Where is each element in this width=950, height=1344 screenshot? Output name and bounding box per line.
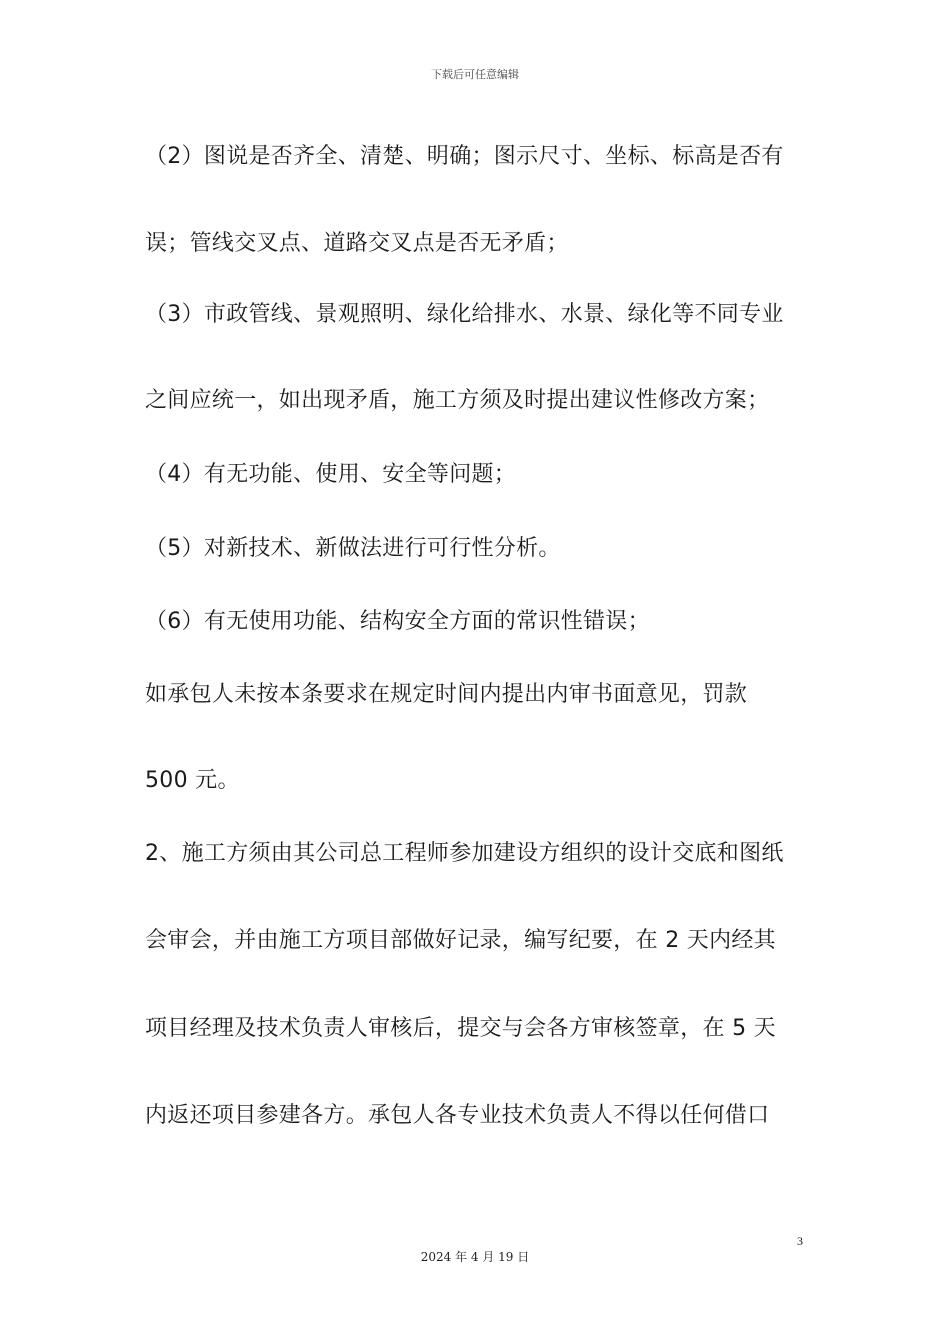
body-line: （5）对新技术、新做法进行可行性分析。: [145, 536, 561, 561]
body-line: 2、施工方须由其公司总工程师参加建设方组织的设计交底和图纸: [145, 841, 784, 866]
body-line: 会审会，并由施工方项目部做好记录，编写纪要，在 2 天内经其: [145, 928, 776, 953]
body-line: （6）有无使用功能、结构安全方面的常识性错误；: [145, 609, 650, 634]
footer-date: 2024 年 4 月 19 日: [420, 1250, 530, 1264]
page-header: 下载后可任意编辑: [431, 68, 519, 81]
body-line: （2）图说是否齐全、清楚、明确；图示尺寸、坐标、标高是否有: [145, 144, 784, 169]
body-line: 如承包人未按本条要求在规定时间内提出内审书面意见，罚款: [145, 682, 748, 707]
page-number: 3: [797, 1234, 803, 1248]
body-line: 之间应统一，如出现矛盾，施工方须及时提出建议性修改方案；: [145, 388, 770, 413]
body-line: 500 元。: [145, 768, 240, 793]
body-line: 误；管线交叉点、道路交叉点是否无矛盾；: [145, 231, 569, 256]
body-line: （3）市政管线、景观照明、绿化给排水、水景、绿化等不同专业: [145, 302, 784, 327]
body-line: （4）有无功能、使用、安全等问题；: [145, 462, 517, 487]
body-line: 内返还项目参建各方。承包人各专业技术负责人不得以任何借口: [145, 1103, 770, 1128]
body-line: 项目经理及技术负责人审核后，提交与会各方审核签章，在 5 天: [145, 1016, 776, 1041]
